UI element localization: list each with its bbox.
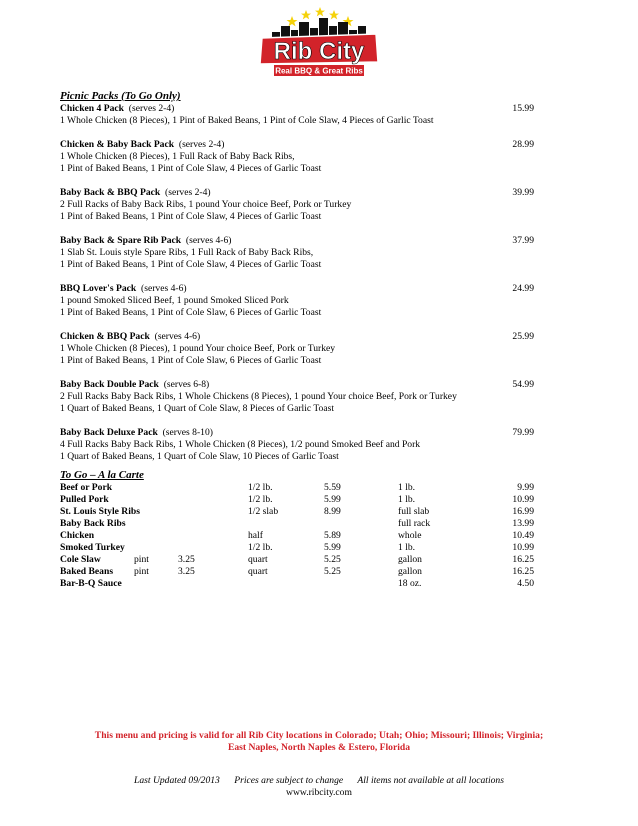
pack-item: [60, 235, 540, 271]
pack-serves: (serves 2-4): [128, 103, 175, 114]
alacarte-item: Pulled Pork: [60, 494, 109, 505]
logo-tagline: Real BBQ & Great Ribs: [275, 66, 363, 76]
disclaimer: [0, 730, 638, 754]
pack-name: Baby Back Double Pack: [60, 379, 159, 390]
pack-price: 24.99: [512, 283, 534, 294]
pack-contents-line: 1 Pint of Baked Beans, 1 Pint of Cole Slaw, 4 Pieces of Garlic Toast: [60, 211, 322, 222]
alacarte-price-2: 10.99: [512, 542, 534, 553]
alacarte-size-1: 1/2 lb.: [248, 494, 273, 505]
pack-contents-line: 1 pound Smoked Sliced Beef, 1 pound Smoked Sliced Pork: [60, 295, 289, 306]
pack-item: [60, 103, 540, 127]
pack-contents-line: 1 Whole Chicken (8 Pieces), 1 Full Rack of Baby Back Ribs,: [60, 151, 295, 162]
pack-contents-line: 2 Full Racks Baby Back Ribs, 1 Whole Chickens (8 Pieces), 1 pound Your choice Beef, Pork or Turkey: [60, 391, 457, 402]
website-link[interactable]: www.ribcity.com: [286, 787, 352, 798]
alacarte-row: [60, 506, 540, 518]
pack-price: 79.99: [512, 427, 534, 438]
alacarte-price-2: 13.99: [512, 518, 534, 529]
pack-name: Baby Back Deluxe Pack: [60, 427, 158, 438]
alacarte-item: Chicken: [60, 530, 95, 541]
pack-contents-line: 1 Whole Chicken (8 Pieces), 1 pound Your choice Beef, Pork or Turkey: [60, 343, 336, 354]
pack-item: [60, 187, 540, 223]
alacarte-price-2: 16.99: [512, 506, 534, 517]
alacarte-size-2: gallon: [398, 554, 422, 565]
alacarte-pint-size: pint: [134, 566, 149, 577]
pack-serves: (serves 4-6): [141, 283, 187, 294]
alacarte-price-1: 5.25: [324, 566, 341, 577]
alacarte-item: Baked Beans: [60, 566, 114, 577]
alacarte-title: To Go – A la Carte: [60, 469, 144, 481]
alacarte-price-1: 5.25: [324, 554, 341, 565]
alacarte-size-1: half: [248, 530, 263, 541]
pack-contents-line: 4 Full Racks Baby Back Ribs, 1 Whole Chicken (8 Pieces), 1/2 pound Smoked Beef and Pork: [60, 439, 421, 450]
pack-price: 25.99: [512, 331, 534, 342]
pack-item: [60, 331, 540, 367]
alacarte-table: [60, 482, 540, 590]
alacarte-size-2: 1 lb.: [398, 482, 416, 493]
picnic-packs-list: [60, 103, 540, 463]
alacarte-pint-price: 3.25: [178, 566, 195, 577]
pack-price: 28.99: [512, 139, 534, 150]
pack-serves: (serves 6-8): [163, 379, 210, 390]
last-updated: Last Updated 09/2013: [134, 775, 220, 786]
pack-serves: (serves 4-6): [185, 235, 232, 246]
alacarte-size-1: 1/2 lb.: [248, 542, 273, 553]
availability-notice: All items not available at all locations: [357, 775, 504, 786]
alacarte-price-2: 16.25: [512, 566, 534, 577]
alacarte-price-2: 9.99: [517, 482, 534, 493]
alacarte-row: [60, 578, 540, 590]
pack-price: 37.99: [512, 235, 534, 246]
alacarte-item: Smoked Turkey: [60, 542, 125, 553]
pack-contents-line: 1 Pint of Baked Beans, 1 Pint of Cole Slaw, 4 Pieces of Garlic Toast: [60, 163, 322, 174]
alacarte-size-2: 1 lb.: [398, 542, 416, 553]
pack-contents-line: 2 Full Racks of Baby Back Ribs, 1 pound Your choice Beef, Pork or Turkey: [60, 199, 352, 210]
alacarte-row: [60, 566, 540, 578]
pack-price: 39.99: [512, 187, 534, 198]
alacarte-pint-size: pint: [134, 554, 149, 565]
pack-serves: (serves 8-10): [162, 427, 213, 438]
pack-price: 15.99: [512, 103, 534, 114]
alacarte-size-1: quart: [248, 554, 268, 565]
alacarte-row: [60, 530, 540, 542]
pack-serves: (serves 2-4): [178, 139, 225, 150]
pack-contents-line: 1 Pint of Baked Beans, 1 Pint of Cole Slaw, 6 Pieces of Garlic Toast: [60, 307, 322, 318]
pack-contents-line: 1 Slab St. Louis style Spare Ribs, 1 Full Rack of Baby Back Ribs,: [60, 247, 314, 258]
pack-item: [60, 139, 540, 175]
pack-contents-line: 1 Quart of Baked Beans, 1 Quart of Cole Slaw, 8 Pieces of Garlic Toast: [60, 403, 335, 414]
pack-price: 54.99: [512, 379, 534, 390]
alacarte-size-2: whole: [398, 530, 422, 541]
alacarte-row: [60, 542, 540, 554]
alacarte-price-1: 8.99: [324, 506, 341, 517]
price-notice: Prices are subject to change: [234, 775, 344, 786]
alacarte-size-2: full rack: [398, 518, 431, 529]
menu-content: [60, 90, 540, 590]
alacarte-row: [60, 494, 540, 506]
disclaimer-line-2: East Naples, North Naples & Estero, Florida: [227, 742, 411, 753]
alacarte-section: [60, 469, 540, 590]
alacarte-item: St. Louis Style Ribs: [60, 506, 140, 517]
logo-name: Rib City: [273, 38, 365, 65]
alacarte-item: Bar-B-Q Sauce: [60, 578, 122, 589]
alacarte-size-2: gallon: [398, 566, 422, 577]
pack-name: Chicken & Baby Back Pack: [60, 139, 175, 150]
alacarte-price-1: 5.99: [324, 542, 341, 553]
alacarte-price-1: 5.59: [324, 482, 341, 493]
alacarte-price-2: 16.25: [512, 554, 534, 565]
alacarte-price-1: 5.89: [324, 530, 341, 541]
alacarte-row: [60, 518, 540, 530]
alacarte-price-2: 4.50: [517, 578, 534, 589]
pack-serves: (serves 4-6): [154, 331, 201, 342]
pack-item: [60, 379, 540, 415]
pack-name: Chicken & BBQ Pack: [60, 331, 150, 342]
pack-contents-line: 1 Quart of Baked Beans, 1 Quart of Cole Slaw, 10 Pieces of Garlic Toast: [60, 451, 339, 462]
alacarte-price-2: 10.99: [512, 494, 534, 505]
pack-name: Chicken 4 Pack: [60, 103, 124, 114]
picnic-packs-title: Picnic Packs (To Go Only): [60, 90, 181, 102]
alacarte-item: Cole Slaw: [60, 554, 101, 565]
pack-name: BBQ Lover's Pack: [60, 283, 137, 294]
rib-city-logo: [254, 4, 384, 82]
pack-name: Baby Back & BBQ Pack: [60, 187, 161, 198]
pack-serves: (serves 2-4): [165, 187, 211, 198]
pack-contents-line: 1 Pint of Baked Beans, 1 Pint of Cole Slaw, 6 Pieces of Garlic Toast: [60, 355, 322, 366]
alacarte-pint-price: 3.25: [178, 554, 195, 565]
disclaimer-line-1: This menu and pricing is valid for all Rib City locations in Colorado; Utah; Ohio; Missouri; Illinois; Virginia;: [94, 730, 544, 741]
footer-notes: [0, 775, 638, 787]
alacarte-row: [60, 482, 540, 494]
alacarte-size-1: 1/2 slab: [248, 506, 279, 517]
pack-name: Baby Back & Spare Rib Pack: [60, 235, 182, 246]
pack-item: [60, 427, 540, 463]
alacarte-size-2: 1 lb.: [398, 494, 416, 505]
alacarte-size-1: quart: [248, 566, 268, 577]
alacarte-row: [60, 554, 540, 566]
alacarte-price-1: 5.99: [324, 494, 341, 505]
alacarte-size-1: 1/2 lb.: [248, 482, 273, 493]
alacarte-size-2: 18 oz.: [398, 578, 422, 589]
pack-item: [60, 283, 540, 319]
alacarte-price-2: 10.49: [512, 530, 534, 541]
alacarte-size-2: full slab: [398, 506, 430, 517]
footer: [0, 775, 638, 799]
alacarte-item: Beef or Pork: [60, 482, 113, 493]
pack-contents-line: 1 Whole Chicken (8 Pieces), 1 Pint of Baked Beans, 1 Pint of Cole Slaw, 4 Pieces of Garlic Toast: [60, 115, 434, 126]
pack-contents-line: 1 Pint of Baked Beans, 1 Pint of Cole Slaw, 4 Pieces of Garlic Toast: [60, 259, 322, 270]
alacarte-item: Baby Back Ribs: [60, 518, 126, 529]
